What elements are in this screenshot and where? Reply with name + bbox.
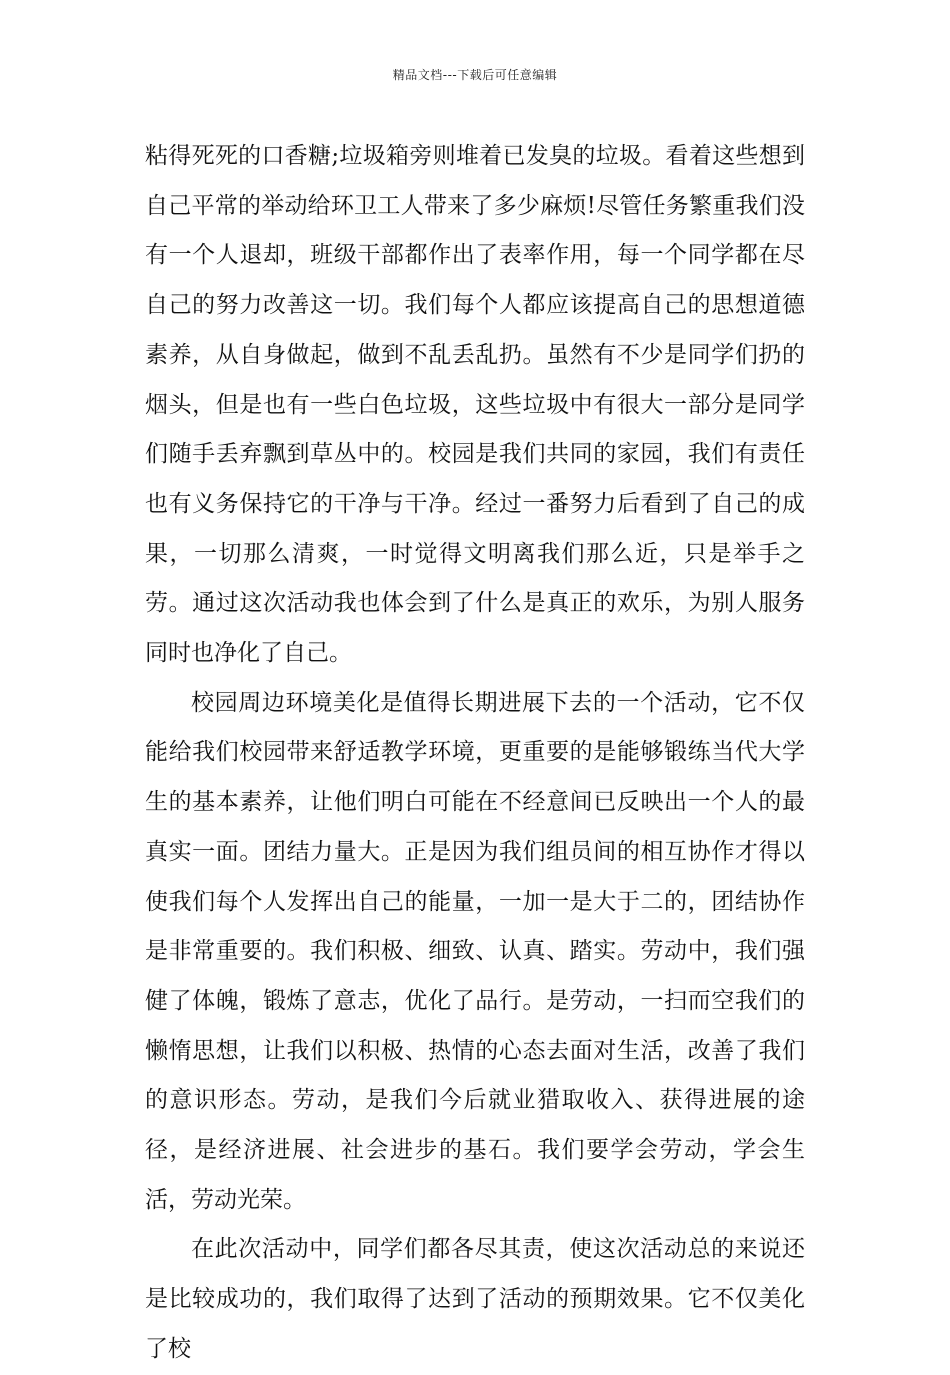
paragraph-3: 在此次活动中，同学们都各尽其责，使这次活动总的来说还是比较成功的，我们取得了达到了活动的预期效果。它不仅美化了校 <box>145 1236 805 1362</box>
document-body <box>145 132 805 1375</box>
paragraph-1: 粘得死死的口香糖;垃圾箱旁则堆着已发臭的垃圾。看着这些想到自己平常的举动给环卫工人带来了多少麻烦!尽管任务繁重我们没有一个人退却，班级干部都作出了表率作用，每一个同学都在尽自己的努力改善这一切。我们每个人都应该提高自己的思想道德素养，从自身做起，做到不乱丢乱扔。虽然有不少是同学们扔的烟头，但是也有一些白色垃圾，这些垃圾中有很大一部分是同学们随手丢弃飘到草丛中的。校园是我们共同的家园，我们有责任也有义务保持它的干净与干净。经过一番努力后看到了自己的成果，一切那么清爽，一时觉得文明离我们那么近，只是举手之劳。通过这次活动我也体会到了什么是真正的欢乐，为别人服务同时也净化了自己。 <box>145 143 805 667</box>
paragraph-2: 校园周边环境美化是值得长期进展下去的一个活动，它不仅能给我们校园带来舒适教学环境，更重要的是能够锻练当代大学生的基本素养，让他们明白可能在不经意间已反映出一个人的最真实一面。团结力量大。正是因为我们组员间的相互协作才得以使我们每个人发挥出自己的能量，一加一是大于二的，团结协作是非常重要的。我们积极、细致、认真、踏实。劳动中，我们强健了体魄，锻炼了意志，优化了品行。是劳动，一扫而空我们的懒惰思想，让我们以积极、热情的心态去面对生活，改善了我们的意识形态。劳动，是我们今后就业猎取收入、获得进展的途径，是经济进展、社会进步的基石。我们要学会劳动，学会生活，劳动光荣。 <box>145 689 805 1213</box>
page-header: 精品文档---下载后可任意编辑 <box>392 68 558 82</box>
